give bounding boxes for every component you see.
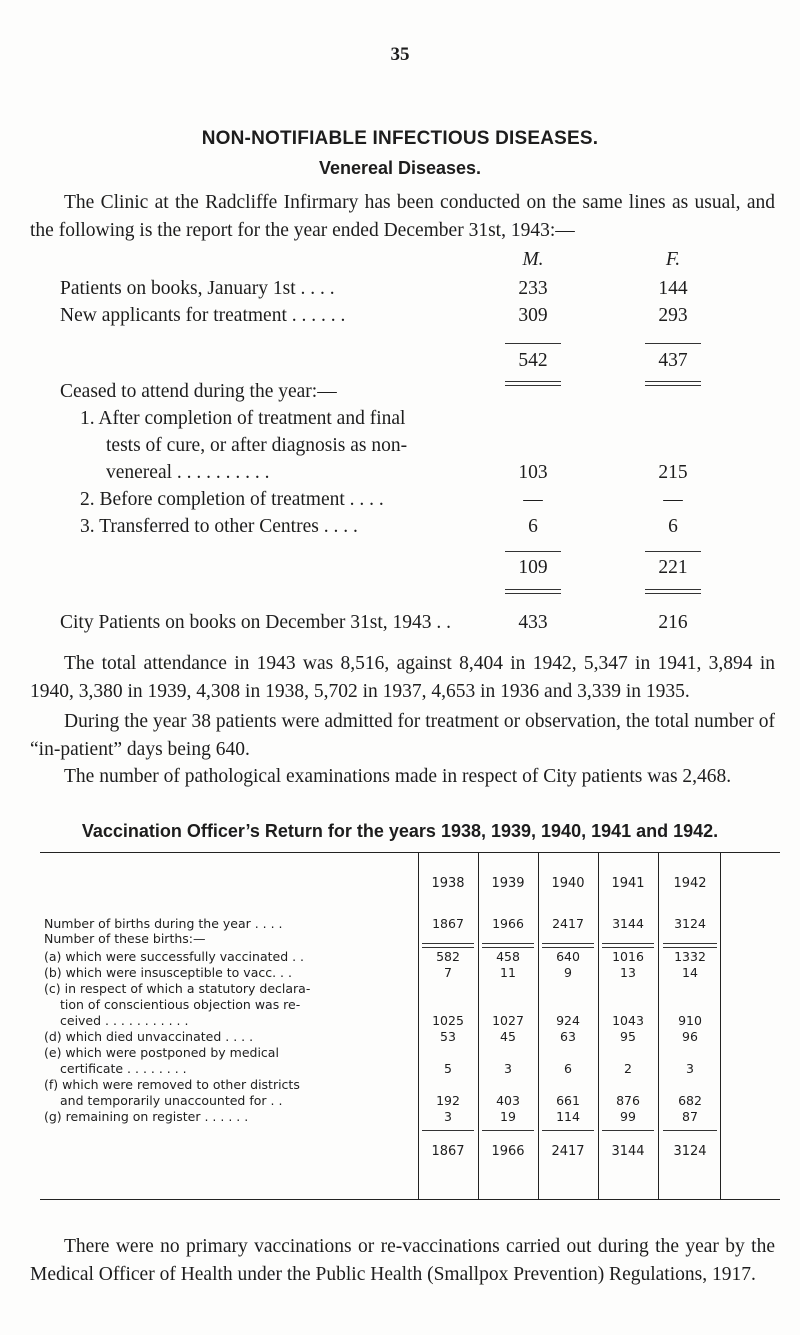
row-c-label: (c) in respect of which a statutory declara- [44, 981, 311, 996]
double-rule [645, 381, 701, 386]
births-cell: 3124 [674, 916, 706, 931]
sum-rule [645, 551, 701, 552]
stats-value-m: 233 [518, 278, 548, 299]
row-g-cell: 114 [556, 1109, 580, 1124]
double-rule [663, 943, 717, 948]
subtotal-m: 542 [518, 350, 548, 371]
year-header: 1941 [611, 876, 645, 891]
header-female: F. [665, 249, 681, 270]
year-header: 1940 [551, 876, 585, 891]
row-g-cell: 3 [444, 1109, 452, 1124]
row-b-cell: 13 [620, 965, 636, 980]
births-cell: 1966 [492, 916, 524, 931]
row-e-label: (e) which were postponed by medical [44, 1045, 279, 1060]
stats-value-f: 293 [658, 305, 688, 326]
pathology-paragraph: The number of pathological examinations made in respect of City patients was 2,468. [64, 766, 732, 787]
sum-rule [505, 551, 561, 552]
ceased-2-f: — [663, 489, 683, 510]
row-b-cell: 14 [682, 965, 698, 980]
row-b-cell: 9 [564, 965, 572, 980]
year-header: 1938 [431, 876, 465, 891]
row-a-cell: 640 [556, 949, 580, 964]
ceased-3-m: 6 [528, 516, 538, 537]
sum-rule [482, 1130, 534, 1131]
row-c-cell: 1043 [612, 1013, 644, 1028]
births-cell: 3144 [612, 916, 644, 931]
row-b-cell: 11 [500, 965, 516, 980]
total-cell: 3124 [673, 1144, 707, 1159]
row-c-cell: 1025 [432, 1013, 464, 1028]
ceased-1-f: 215 [658, 462, 688, 483]
sum-rule [663, 1130, 717, 1131]
row-d-cell: 53 [440, 1029, 456, 1044]
vaccination-table [40, 852, 780, 1202]
year-header: 1942 [673, 876, 707, 891]
row-e-label: certificate . . . . . . . . [60, 1061, 187, 1076]
of-these-label: Number of these births:— [44, 931, 206, 946]
row-e-cell: 5 [444, 1061, 452, 1076]
row-d-cell: 45 [500, 1029, 516, 1044]
double-rule [542, 943, 594, 948]
row-g-cell: 19 [500, 1109, 516, 1124]
row-b-label: (b) which were insusceptible to vacc. . . [44, 965, 292, 980]
double-rule [505, 589, 561, 594]
row-c-label: ceived . . . . . . . . . . . [60, 1013, 189, 1028]
row-f-cell: 682 [678, 1093, 702, 1108]
row-c-cell: 910 [678, 1013, 702, 1028]
table-top-border [40, 852, 780, 853]
total-cell: 2417 [551, 1144, 585, 1159]
ceased-1-m: 103 [518, 462, 548, 483]
stats-value-f: 144 [658, 278, 688, 299]
row-d-cell: 96 [682, 1029, 698, 1044]
row-g-label: (g) remaining on register . . . . . . [44, 1109, 249, 1124]
double-rule [505, 381, 561, 386]
row-a-cell: 1332 [674, 949, 706, 964]
row-a-label: (a) which were successfully vaccinated . . [44, 949, 305, 964]
ceased-total-f: 221 [658, 557, 688, 578]
row-f-label: (f) which were removed to other districts [44, 1077, 300, 1092]
ceased-3-f: 6 [668, 516, 678, 537]
sum-rule [645, 343, 701, 344]
row-f-label: and temporarily unaccounted for . . [60, 1093, 283, 1108]
stats-value-m: 309 [518, 305, 548, 326]
page-title: NON-NOTIFIABLE INFECTIOUS DISEASES. [201, 128, 599, 149]
section-title: Venereal Diseases. [318, 158, 482, 178]
total-cell: 1867 [431, 1144, 465, 1159]
column-divider [720, 852, 721, 1200]
row-f-cell: 403 [496, 1093, 520, 1108]
header-male: M. [522, 249, 544, 270]
double-rule [482, 943, 534, 948]
row-d-label: (d) which died unvaccinated . . . . [44, 1029, 254, 1044]
row-f-cell: 661 [556, 1093, 580, 1108]
page-number: 35 [390, 44, 410, 65]
intro-paragraph: The Clinic at the Radcliffe Infirmary has been conducted on the same lines as usual, and the following is the report for the year ended December 31st, 1943:— [30, 192, 775, 241]
sum-rule [602, 1130, 654, 1131]
row-c-label: tion of conscientious objection was re- [60, 997, 301, 1012]
row-e-cell: 3 [504, 1061, 512, 1076]
city-f: 216 [658, 612, 688, 633]
primary-vaccination-paragraph: There were no primary vaccinations or re-vaccinations carried out during the year by the Medical Officer of Health under the Public Health (Smallpox Prevention) Regulations, 1917. [30, 1236, 775, 1285]
year-header: 1939 [491, 876, 525, 891]
double-rule [645, 589, 701, 594]
row-a-cell: 458 [496, 949, 520, 964]
sum-rule [422, 1130, 474, 1131]
inpatient-paragraph: During the year 38 patients were admitted for treatment or observation, the total number of “in-patient” days being 640. [30, 711, 775, 760]
row-f-cell: 192 [436, 1093, 460, 1108]
row-a-cell: 1016 [612, 949, 644, 964]
subtotal-f: 437 [658, 350, 688, 371]
row-e-cell: 6 [564, 1061, 572, 1076]
sum-rule [505, 343, 561, 344]
row-e-cell: 2 [624, 1061, 632, 1076]
births-cell: 2417 [552, 916, 584, 931]
sum-rule [542, 1130, 594, 1131]
row-c-cell: 924 [556, 1013, 580, 1028]
births-label: Number of births during the year . . . . [44, 916, 283, 931]
total-cell: 1966 [491, 1144, 525, 1159]
births-cell: 1867 [432, 916, 464, 931]
ceased-total-m: 109 [518, 557, 548, 578]
vaccination-heading: Vaccination Officer’s Return for the years 1938, 1939, 1940, 1941 and 1942. [81, 821, 719, 841]
total-cell: 3144 [611, 1144, 645, 1159]
row-b-cell: 7 [444, 965, 452, 980]
row-g-cell: 87 [682, 1109, 698, 1124]
row-g-cell: 99 [620, 1109, 636, 1124]
double-rule [602, 943, 654, 948]
city-m: 433 [518, 612, 548, 633]
column-divider [658, 852, 659, 1200]
row-e-cell: 3 [686, 1061, 694, 1076]
row-f-cell: 876 [616, 1093, 640, 1108]
row-d-cell: 95 [620, 1029, 636, 1044]
table-bottom-border [40, 1199, 780, 1200]
ceased-2-m: — [523, 489, 543, 510]
row-d-cell: 63 [560, 1029, 576, 1044]
row-c-cell: 1027 [492, 1013, 524, 1028]
double-rule [422, 943, 474, 948]
attendance-paragraph: The total attendance in 1943 was 8,516, against 8,404 in 1942, 5,347 in 1941, 3,894 in 1940, 3,380 in 1939, 4,308 in 1938, 5,702 in 1937, 4,653 in 1936 and 3,339 in 1935. [30, 653, 775, 702]
row-a-cell: 582 [436, 949, 460, 964]
